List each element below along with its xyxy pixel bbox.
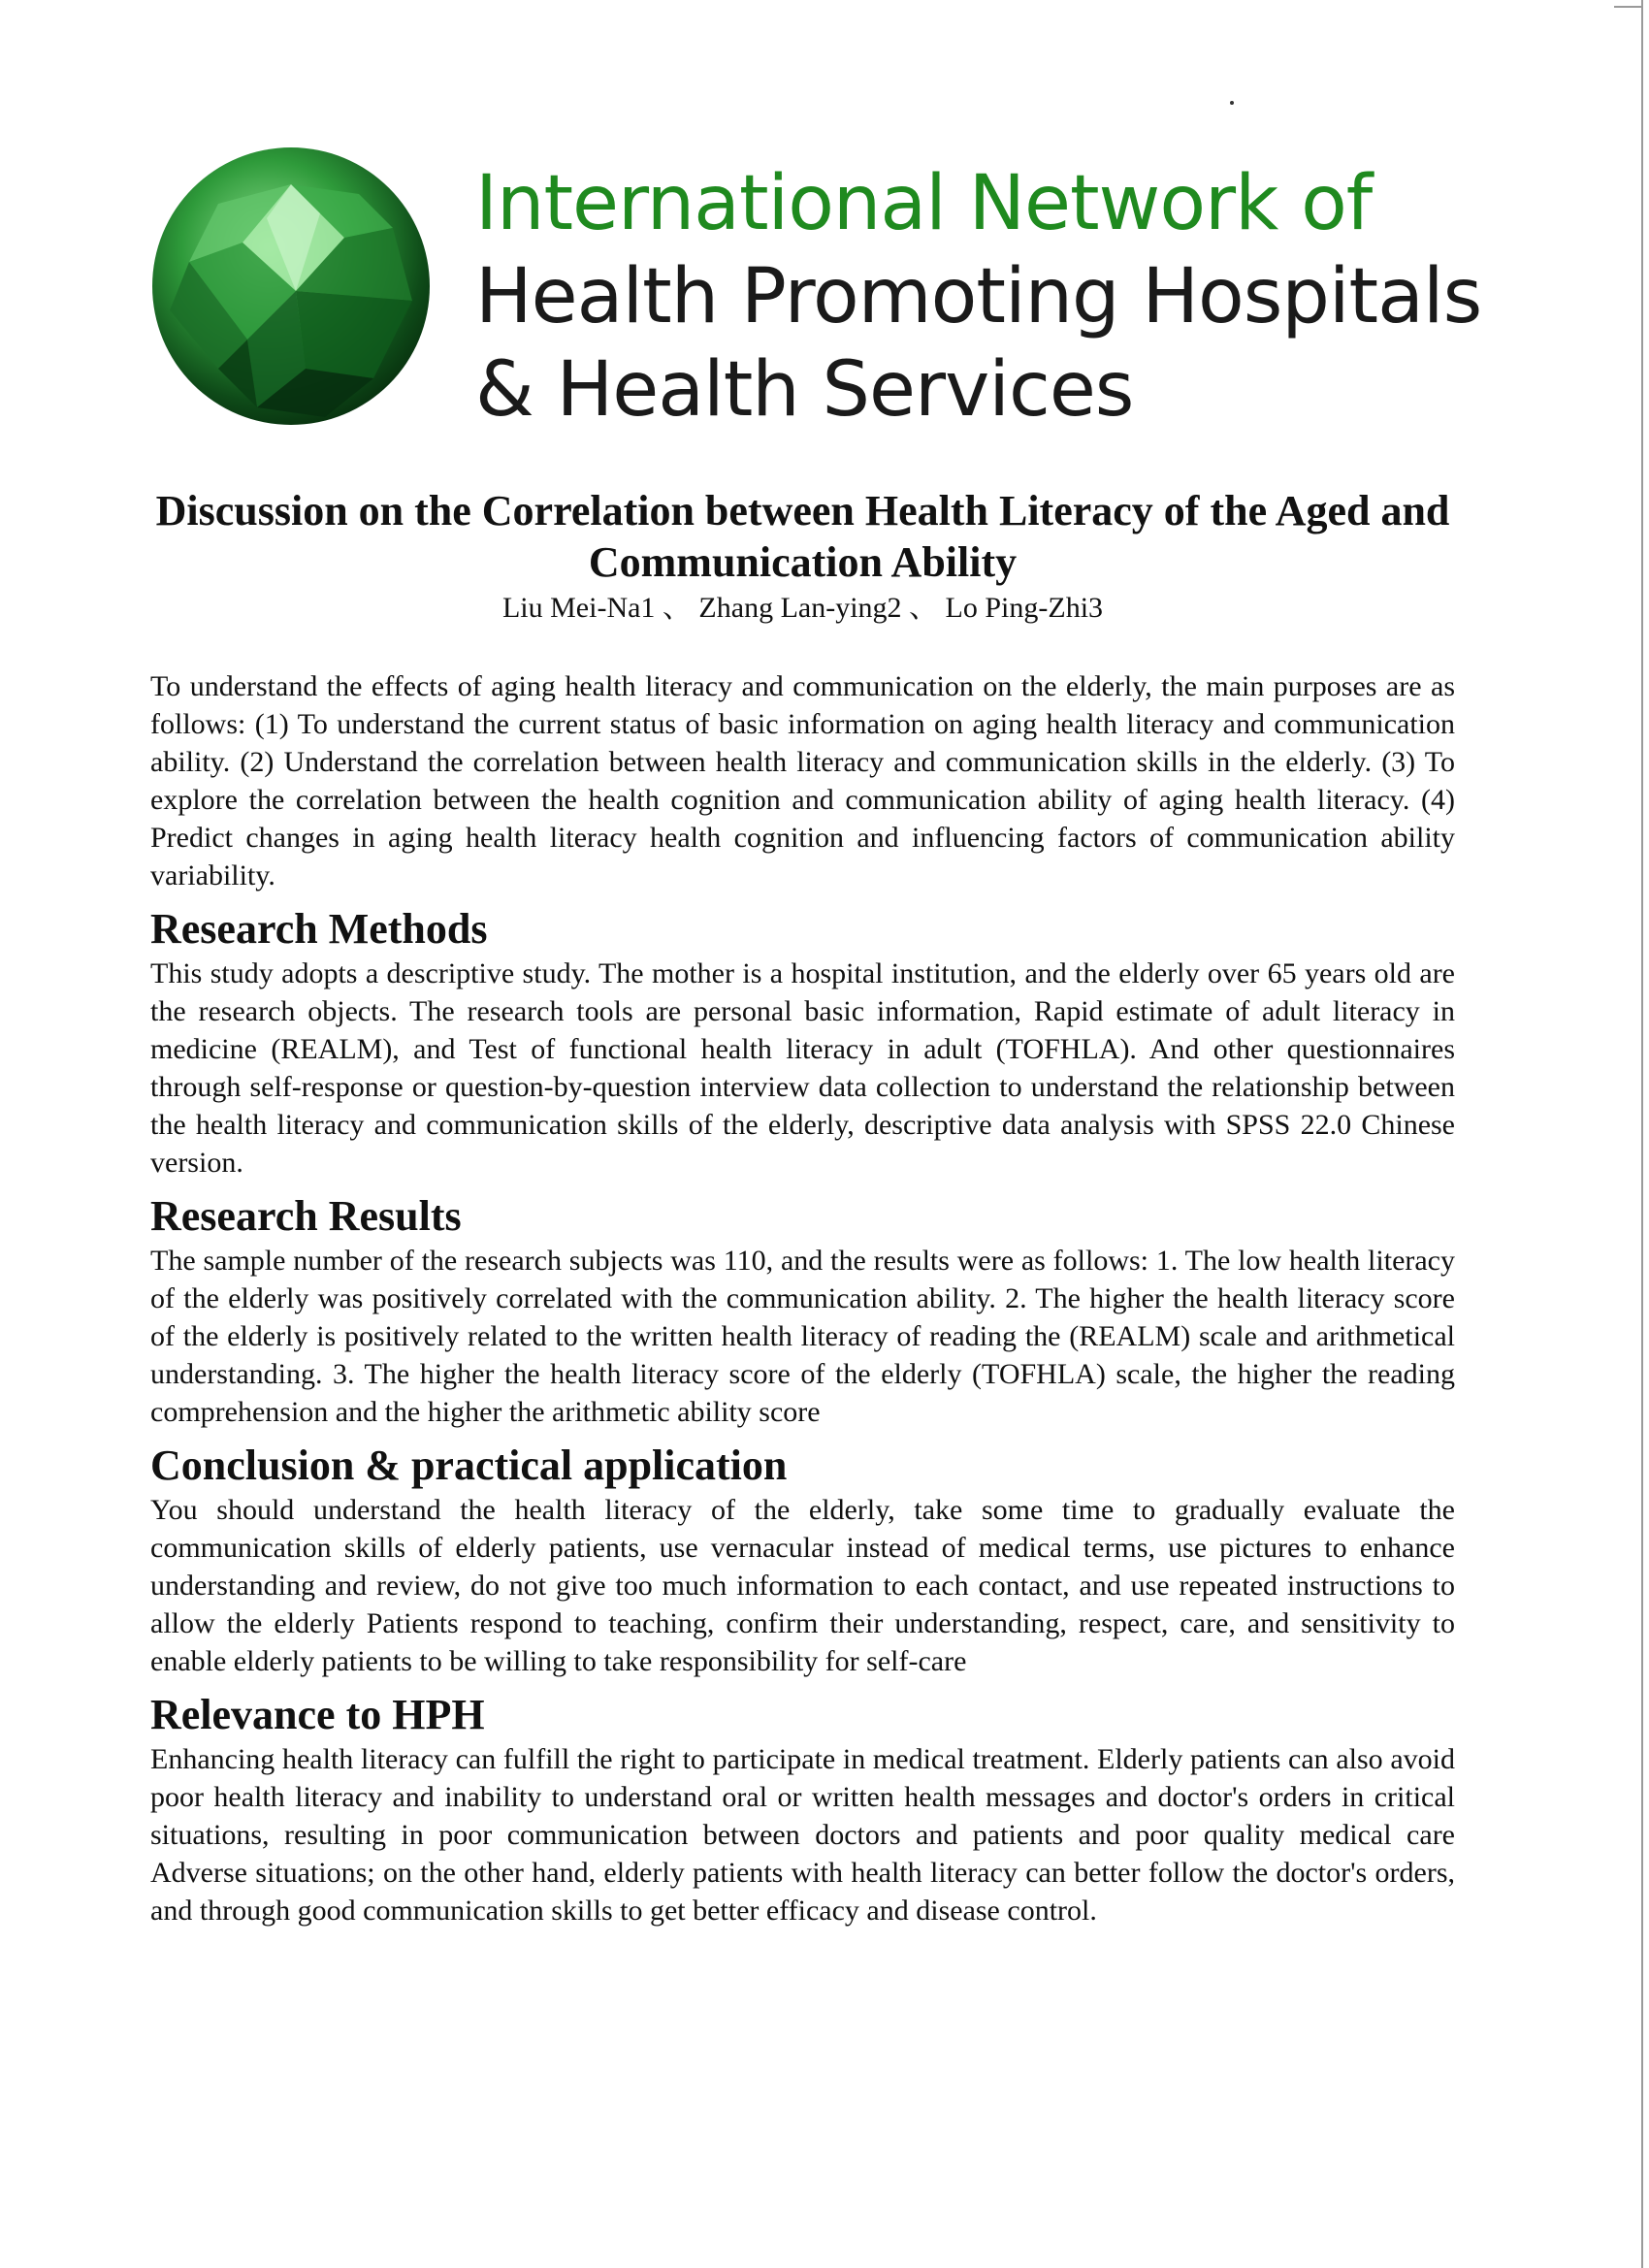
section-heading-relevance-to-hph: Relevance to HPH — [150, 1691, 485, 1738]
scan-speck — [1230, 101, 1234, 105]
paper-authors: Liu Mei-Na1 、 Zhang Lan-ying2 、 Lo Ping-Zhi3 — [501, 592, 1104, 624]
organization-name — [475, 157, 1504, 437]
hph-gem-logo — [150, 146, 432, 427]
abstract-paragraph: To understand the effects of aging health literacy and communication on the elderly, the main purposes are as follows: (1) To understand the current status of basic information on aging health literacy and communication ability. (2) Understand the correlation between health literacy and communication skills in the elderly. (3) To explore the correlation between the health cognition and communication ability of aging health literacy. (4) Predict changes in aging health literacy health cognition and influencing factors of communication ability variability. — [150, 670, 1455, 891]
section-body-relevance-to-hph: Enhancing health literacy can fulfill the right to participate in medical treatment. Elderly patients can also avoid poor health literacy and inability to understand oral or written health messages and doctor's orders in critical situations, resulting in poor communication between doctors and patients and poor quality medical care Adverse situations; on the other hand, elderly patients with health literacy can better follow the doctor's orders, and through good communication skills to get better efficacy and disease control. — [150, 1743, 1455, 1927]
section-heading-research-results: Research Results — [150, 1192, 462, 1240]
scan-edge-corner — [1614, 6, 1643, 8]
section-heading-research-methods: Research Methods — [150, 905, 488, 953]
organization-name-line-1: International Network of — [475, 160, 1373, 247]
section-body-research-results: The sample number of the research subjects was 110, and the results were as follows: 1. The low health literacy of the elderly was positively correlated with the communication ability. 2. The higher the health literacy score of the elderly is positively related to the written health literacy of reading the (REALM) scale and arithmetical understanding. 3. The higher the health literacy score of the elderly (TOFHLA) scale, the higher the reading comprehension and the higher the arithmetic ability score — [150, 1245, 1455, 1428]
organization-name-line-2: Health Promoting Hospitals — [475, 253, 1482, 340]
paper-body — [150, 485, 1455, 1929]
section-heading-conclusion: Conclusion & practical application — [150, 1442, 788, 1489]
paper-title: Discussion on the Correlation between Health Literacy of the Aged and Communication Ability — [155, 487, 1450, 586]
section-body-research-methods: This study adopts a descriptive study. The mother is a hospital institution, and the elderly over 65 years old are the research objects. The research tools are personal basic information, Rapid estimate of adult literacy in medicine (REALM), and Test of functional health literacy in adult (TOFHLA). And other questionnaires through self-response or question-by-question interview data collection to understand the relationship between the health literacy and communication skills of the elderly, descriptive data analysis with SPSS 22.0 Chinese version. — [150, 957, 1455, 1179]
section-body-conclusion: You should understand the health literacy of the elderly, take some time to gradually evaluate the communication skills of elderly patients, use vernacular instead of medical terms, use pictures to enhance understanding and review, do not give too much information to each contact, and use repeated instructions to allow the elderly Patients respond to teaching, confirm their understanding, respect, care, and sensitivity to enable elderly patients to be willing to take responsibility for self-care — [150, 1494, 1455, 1677]
document-header — [150, 146, 1508, 437]
scan-edge-line — [1641, 0, 1643, 2268]
organization-name-line-3: & Health Services — [475, 346, 1134, 434]
